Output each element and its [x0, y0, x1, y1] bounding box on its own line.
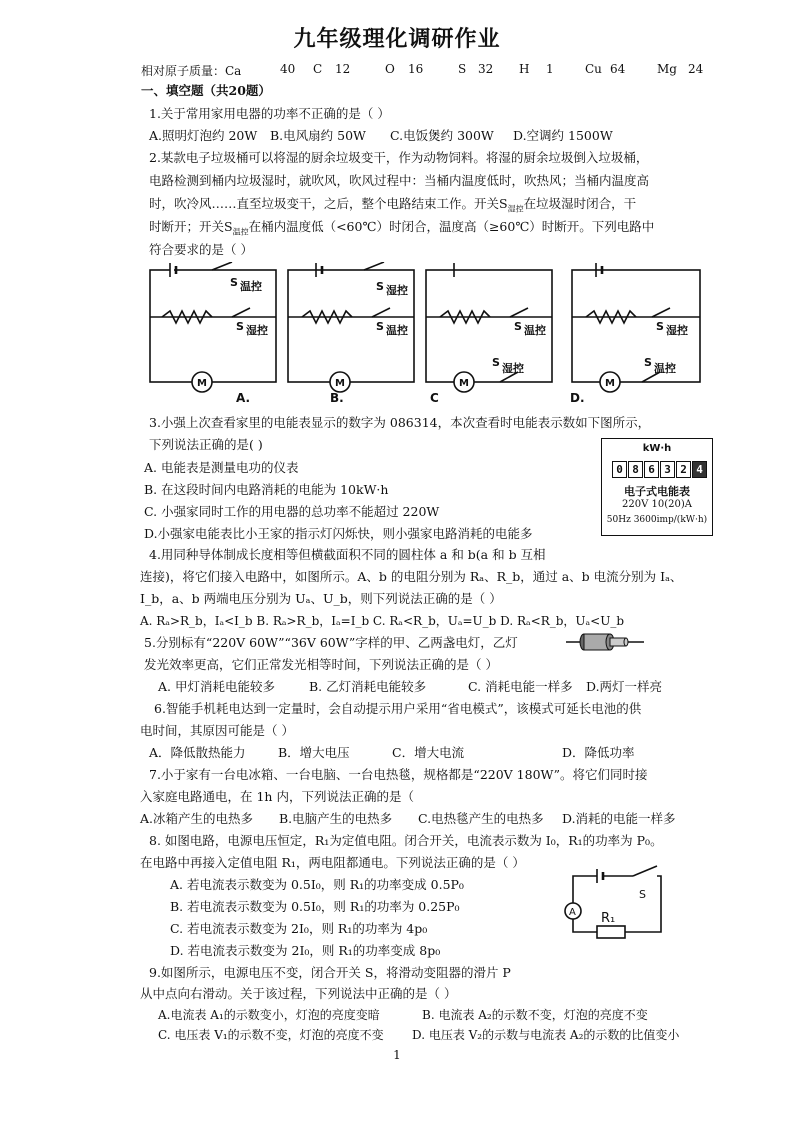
circuit-c-s2-label: 湿控 [502, 362, 524, 375]
q4-line-3: I_b，a、b 两端电压分别为 Uₐ、U_b，则下列说法正确的是（ ） [140, 591, 502, 606]
q9-option-a: A.电流表 A₁的示数变小，灯泡的亮度变暗 [158, 1008, 380, 1022]
meter-unit: kW·h [642, 443, 672, 454]
q8-option-c: C. 若电流表示数变为 2I₀，则 R₁的功率为 4p₀ [170, 921, 428, 936]
q9-option-c: C. 电压表 V₁的示数不变，灯泡的亮度不变 [158, 1028, 384, 1042]
q2-line-4-end: 在桶内温度低（<60℃）时闭合，温度高（≥60℃）时断开。下列电路中 [248, 219, 655, 234]
q1-option-b: B.电风扇约 50W [270, 128, 366, 143]
circuit-c-motor: M [459, 378, 469, 389]
circuit-b-s1-letter: S [376, 280, 384, 293]
c-symbol: C [313, 62, 323, 76]
q2-line-4 [149, 218, 654, 242]
atomic-mass-line [0, 62, 794, 82]
q7-option-b: B.电脑产生的电热多 [279, 811, 393, 826]
cu-value: 64 [610, 62, 626, 76]
q8-line-2: 在电路中再接入定值电阻 R₁，两电阻都通电。下列说法正确的是（ ） [140, 855, 525, 870]
q5-option-c: C. 消耗电能一样多 [468, 679, 573, 694]
q9-line-1: 9.如图所示，电源电压不变，闭合开关 S，将滑动变阻器的滑片 P [149, 965, 511, 980]
q1-options [0, 127, 794, 145]
q5-option-d: D.两灯一样亮 [586, 679, 663, 694]
q3-line-1: 3.小强上次查看家里的电能表显示的数字为 086314，本次查看时电能表示数如下图所示， [149, 415, 651, 430]
q8-circuit-figure [553, 864, 683, 942]
q3-option-b: B. 在这段时间内电路消耗的电能为 10kW·h [144, 482, 389, 497]
q3-line-2: 下列说法正确的是( ) [149, 437, 263, 452]
o-value: 16 [408, 62, 424, 76]
q4-line-2: 连接)，将它们接入电路中，如图所示。A、b 的电阻分别为 Rₐ、R_b，通过 a、b 电流分别为 Iₐ、 [140, 569, 683, 584]
meter-digit: 3 [660, 461, 675, 478]
meter-digits [612, 461, 708, 478]
circuit-c-s1-label: 温控 [524, 324, 546, 337]
q4-conductor-figure [566, 628, 646, 656]
q2-line-4-text: 时断开；开关S [149, 219, 233, 234]
q8-option-a: A. 若电流表示数变为 0.5I₀，则 R₁的功率变成 0.5P₀ [170, 877, 464, 892]
circuit-b-s2-letter: S [376, 320, 384, 333]
mg-value: 24 [688, 62, 704, 76]
q2-circuit-diagrams [140, 262, 720, 410]
q3-option-d: D.小强家电能表比小王家的指示灯闪烁快，则小强家电路消耗的电能多 [144, 526, 533, 541]
circuit-a-s2-label: 湿控 [246, 324, 268, 337]
q5-line-2: 发光效率更高，它们正常发光相等时间，下列说法正确的是（ ） [144, 657, 498, 672]
circuit-d-motor: M [605, 378, 615, 389]
circuit-a-s1-letter: S [230, 276, 238, 289]
ca-value: 40 [280, 62, 296, 76]
q8-option-b: B. 若电流表示数变为 0.5I₀，则 R₁的功率为 0.25P₀ [170, 899, 460, 914]
h-value: 1 [546, 62, 554, 76]
atomic-mass-label: 相对原子质量：Ca [141, 64, 242, 78]
q1-stem: 1.关于常用家用电器的功率不正确的是（ ） [149, 106, 390, 121]
q3-option-c: C. 小强家同时工作的用电器的总功率不能超过 220W [144, 504, 440, 519]
q6-line-1: 6.智能手机耗电达到一定量时，会自动提示用户采用“省电模式”，该模式可延长电池的供 [154, 701, 642, 716]
page-title: 九年级理化调研作业 [293, 26, 501, 52]
q6-option-c: C．增大电流 [392, 745, 465, 760]
q8-option-d: D. 若电流表示数变为 2I₀，则 R₁的功率变成 8p₀ [170, 943, 441, 958]
cu-symbol: Cu [585, 62, 602, 76]
circuit-d-s2-label: 温控 [654, 362, 676, 375]
q1-option-a: A.照明灯泡约 20W [149, 128, 258, 143]
q1-option-c: C.电饭煲约 300W [390, 128, 494, 143]
meter-digit: 8 [628, 461, 643, 478]
q2-line-1: 2.某款电子垃圾桶可以将湿的厨余垃圾变干，作为动物饲料。将湿的厨余垃圾倒入垃圾桶， [149, 150, 649, 165]
circuit-b-s1-label: 湿控 [386, 284, 408, 297]
q8-ammeter-label: A [569, 907, 576, 918]
q6-option-a: A．降低散热能力 [149, 745, 246, 760]
q2-line-3 [149, 195, 636, 219]
q5-options [0, 678, 794, 696]
q4-line-1: 4.用同种导体制成长度相等但横截面积不同的圆柱体 a 和 b(a 和 b 互相 [149, 547, 546, 562]
o-symbol: O [385, 62, 395, 76]
q2-line-2: 电路检测到桶内垃圾湿时，就吹风，吹风过程中：当桶内温度低时，吹热风；当桶内温度高 [149, 173, 650, 188]
circuit-d-s2-letter: S [644, 356, 652, 369]
circuit-d-s1-label: 湿控 [666, 324, 688, 337]
q7-option-c: C.电热毯产生的电热多 [418, 811, 544, 826]
meter-spec: 50Hz 3600imp/(kW·h) [606, 515, 708, 525]
q2-line-3-sub: 湿控 [507, 204, 524, 214]
q3-option-a: A. 电能表是测量电功的仪表 [144, 460, 299, 475]
circuit-a-s1-label: 温控 [240, 280, 262, 293]
meter-rating: 220V 10(20)A [622, 499, 692, 510]
meter-digit: 0 [612, 461, 627, 478]
meter-digit-decimal: 4 [692, 461, 707, 478]
q6-options [0, 744, 794, 762]
q7-option-d: D.消耗的电能一样多 [562, 811, 676, 826]
circuit-a-motor: M [197, 378, 207, 389]
q5-line-1: 5.分别标有“220V 60W”“36V 60W”字样的甲、乙两盏电灯，乙灯 [144, 635, 518, 650]
meter-digit: 6 [644, 461, 659, 478]
q7-line-2: 入家庭电路通电，在 1h 内，下列说法正确的是（ [140, 789, 414, 804]
q1-option-d: D.空调约 1500W [513, 128, 613, 143]
q2-line-5: 符合要求的是（ ） [149, 242, 253, 257]
q8-line-1: 8. 如图电路，电源电压恒定，R₁为定值电阻。闭合开关，电流表示数为 I₀，R₁的功率为 P₀。 [149, 833, 663, 848]
c-value: 12 [335, 62, 351, 76]
q7-line-1: 7.小于家有一台电冰箱、一台电脑、一台电热毯，规格都是“220V 180W”。将它们同时接 [149, 767, 648, 782]
q9-option-d: D. 电压表 V₂的示数与电流表 A₂的示数的比值变小 [412, 1028, 680, 1042]
q6-option-b: B．增大电压 [278, 745, 350, 760]
q9-line-2: 从中点向右滑动。关于该过程，下列说法中正确的是（ ） [140, 986, 457, 1001]
q9-option-b: B. 电流表 A₂的示数不变，灯泡的亮度不变 [422, 1008, 648, 1022]
q4-options: A. Rₐ>R_b，Iₐ<I_b B. Rₐ>R_b，Iₐ=I_b C. Rₐ<R_b，Uₐ=U_b D. Rₐ<R_b，Uₐ<U_b [140, 614, 625, 628]
q2-line-3-text: 时，吹冷风……直至垃圾变干，之后，整个电路结束工作。开关S [149, 196, 508, 211]
meter-digit: 2 [676, 461, 691, 478]
page-number: 1 [393, 1048, 401, 1062]
circuit-b-label: B. [330, 391, 344, 405]
circuit-d-s1-letter: S [656, 320, 664, 333]
q6-line-2: 电时间，其原因可能是（ ） [140, 723, 294, 738]
q7-options [0, 810, 794, 828]
circuit-c-label: C [430, 391, 439, 405]
circuit-d-label: D. [570, 391, 585, 405]
s-value: 32 [478, 62, 494, 76]
q2-line-3-end: 在垃圾湿时闭合，干 [523, 196, 637, 211]
q8-resistor-label: R₁ [601, 911, 616, 926]
circuit-b-s2-label: 温控 [386, 324, 408, 337]
q6-option-d: D．降低功率 [562, 745, 635, 760]
q5-option-a: A. 甲灯消耗电能较多 [158, 679, 275, 694]
circuit-b-motor: M [335, 378, 345, 389]
energy-meter [601, 438, 713, 536]
circuit-c-s1-letter: S [514, 320, 522, 333]
meter-name: 电子式电能表 [624, 485, 690, 498]
q5-option-b: B. 乙灯消耗电能较多 [309, 679, 427, 694]
circuit-a-label: A. [236, 391, 251, 405]
q2-line-4-sub: 温控 [232, 227, 249, 237]
circuit-c-s2-letter: S [492, 356, 500, 369]
s-symbol: S [458, 62, 467, 76]
q7-option-a: A.冰箱产生的电热多 [140, 811, 254, 826]
mg-symbol: Mg [657, 62, 677, 76]
section-heading: 一、填空题（共20题） [141, 83, 271, 98]
circuit-a-s2-letter: S [236, 320, 244, 333]
q8-switch-label: S [639, 888, 646, 901]
h-symbol: H [519, 62, 530, 76]
